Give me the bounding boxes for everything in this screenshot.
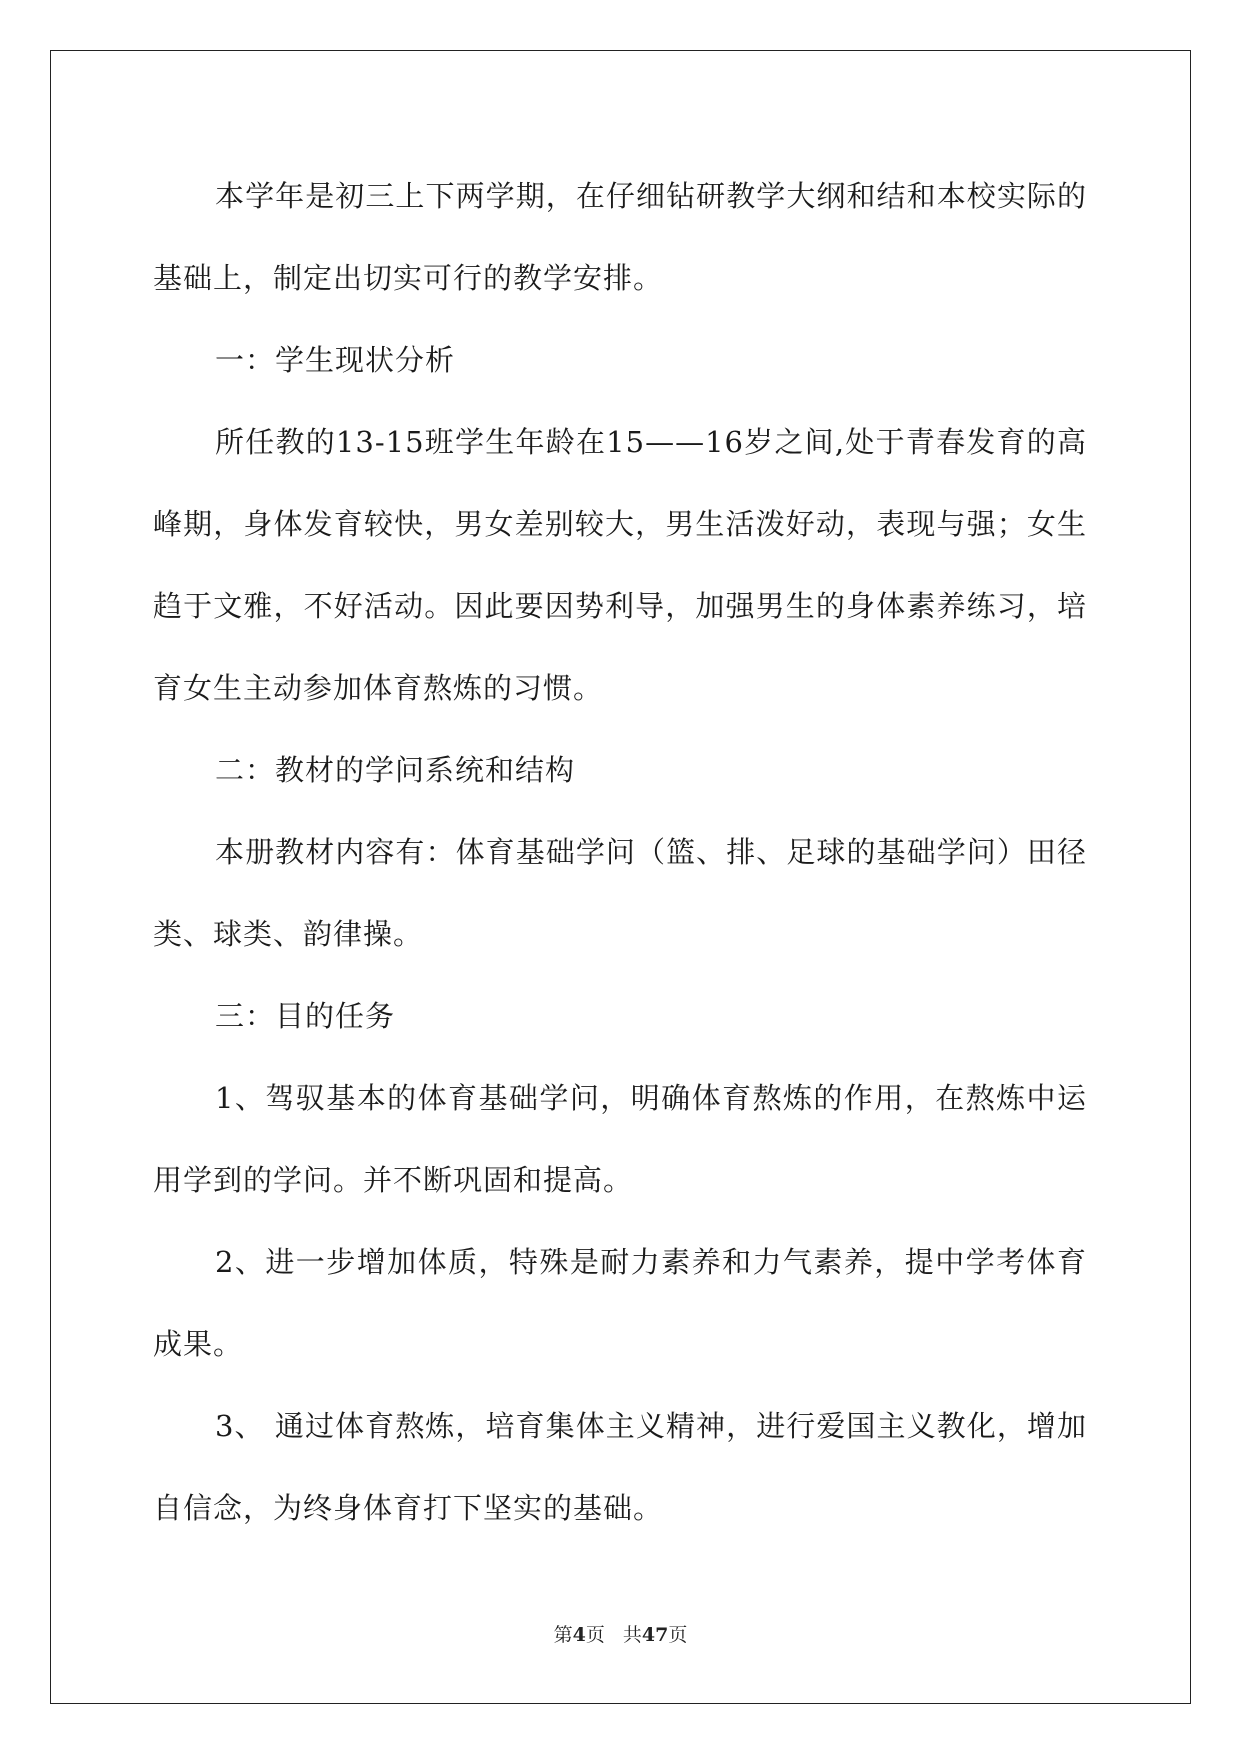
page-prefix: 第 [553, 1624, 573, 1646]
page-number: 4 [572, 1624, 586, 1646]
total-suffix: 页 [668, 1624, 688, 1646]
list-item-goal-2: 2、进一步增加体质，特殊是耐力素养和力气素养，提中学考体育成果。 [153, 1245, 1087, 1361]
paragraph-student-analysis: 所任教的13-15班学生年龄在15——16岁之间,处于青春发育的高峰期，身体发育较快，男女差别较大，男生活泼好动，表现与强；女生趋于文雅，不好活动。因此要因势利导，加强男生的身体素养练习，培育女生主动参加体育熬炼的习惯。 [153, 425, 1087, 705]
list-item-goal-3: 3、 通过体育熬炼，培育集体主义精神，进行爱国主义教化，增加自信念，为终身体育打下坚实的基础。 [153, 1409, 1087, 1525]
section-heading-3: 三：目的任务 [215, 999, 396, 1033]
paragraph-textbook-content: 本册教材内容有：体育基础学问（篮、排、足球的基础学问）田径类、球类、韵律操。 [153, 835, 1087, 951]
total-pages: 47 [641, 1624, 669, 1646]
page-footer [0, 1620, 1241, 1647]
paragraph-intro: 本学年是初三上下两学期，在仔细钻研教学大纲和结和本校实际的基础上，制定出切实可行的教学安排。 [153, 179, 1087, 295]
page-suffix: 页 [585, 1624, 605, 1646]
section-heading-1: 一：学生现状分析 [215, 343, 456, 377]
list-item-goal-1: 1、驾驭基本的体育基础学问，明确体育熬炼的作用，在熬炼中运用学到的学问。并不断巩固和提高。 [153, 1081, 1087, 1197]
section-heading-2: 二：教材的学问系统和结构 [215, 753, 576, 787]
document-body [153, 155, 1087, 1549]
total-prefix: 共 [622, 1624, 642, 1646]
